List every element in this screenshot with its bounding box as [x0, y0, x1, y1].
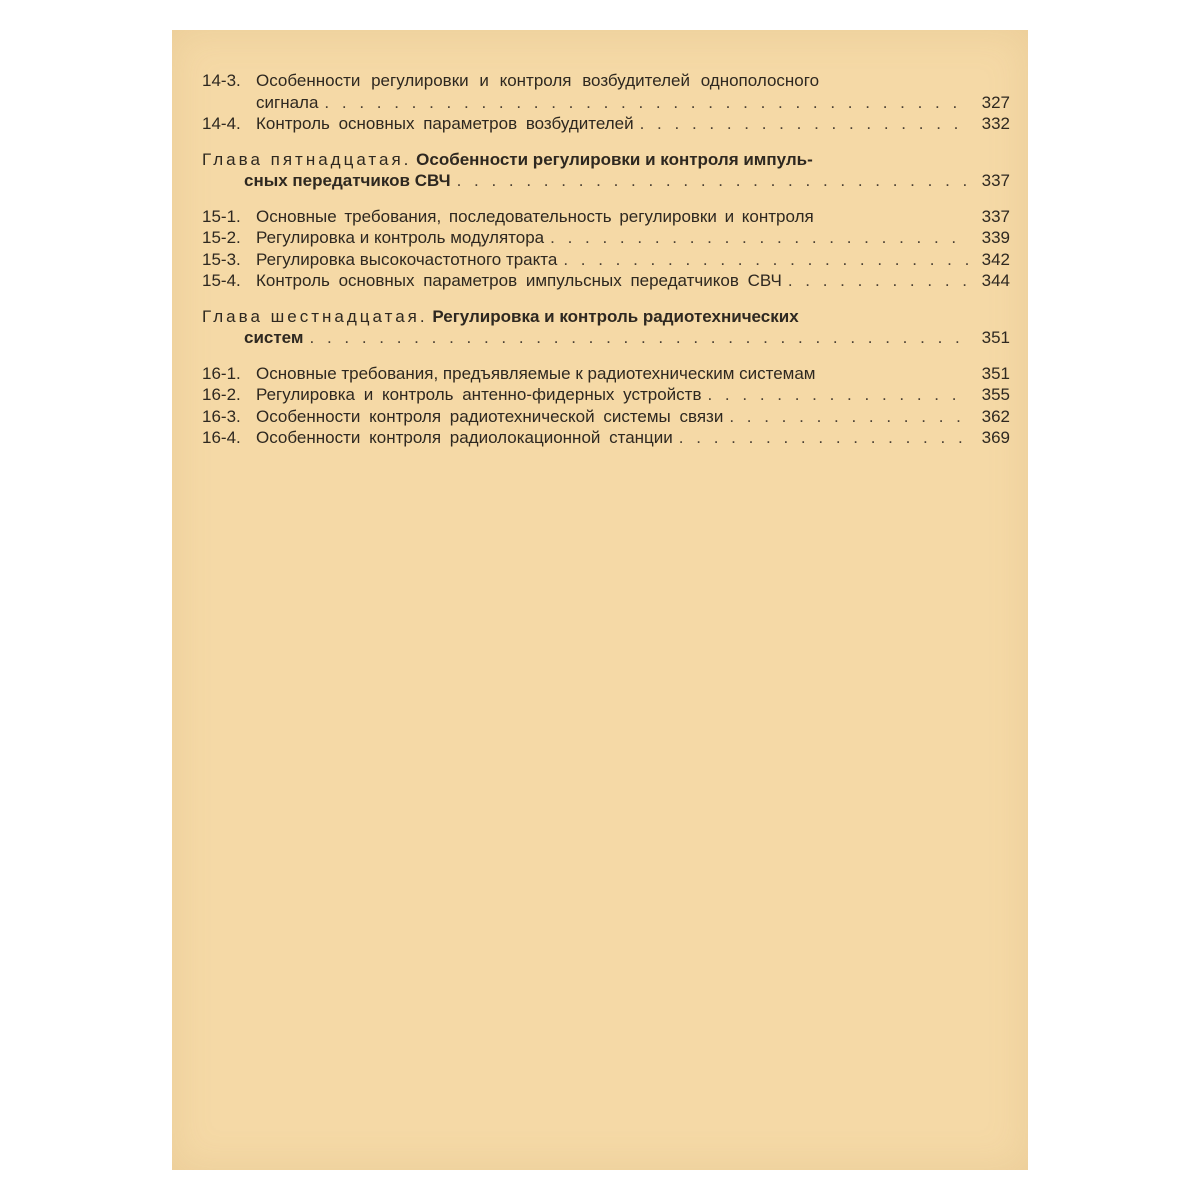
toc-entry-title-continued: сигнала [256, 92, 319, 112]
toc-entry-title: Регулировка высокочастотного тракта [256, 249, 558, 269]
dot-leader [729, 406, 970, 428]
toc-entry-title: Контроль основных параметров возбудителей [256, 114, 634, 133]
dot-leader [563, 249, 970, 271]
toc-entry-title: Особенности регулировки и контроля возбудителей однополосного [256, 71, 820, 90]
dot-leader [788, 270, 970, 292]
toc-entry-15-2 [202, 227, 1010, 249]
toc-page-number: 355 [981, 385, 1010, 404]
toc-page-number: 342 [981, 249, 1010, 269]
toc-entry-title: Основные требования, предъявляемые к радиотехническим системам [256, 363, 816, 383]
toc-entry-16-4 [202, 427, 1010, 449]
toc-entry-number: 16-1. [202, 363, 241, 383]
toc-entry-title: Основные требования, последовательность регулировки и контроля [256, 206, 814, 226]
book-page [172, 30, 1028, 1170]
toc-chapter-15 [202, 149, 1010, 192]
toc-entry-14-4 [202, 113, 1010, 135]
toc-entry-number: 15-3. [202, 249, 241, 269]
toc-entry-number: 15-1. [202, 206, 241, 226]
dot-leader [679, 427, 970, 449]
toc-entry-number: 15-4. [202, 271, 241, 290]
chapter-title: Регулировка и контроль радиотехнических [432, 306, 799, 326]
toc-entry-title: Особенности контроля радиолокационной станции [256, 428, 673, 447]
toc-entry-title: Особенности контроля радиотехнической системы связи [256, 406, 724, 426]
toc-page-number: 337 [981, 206, 1010, 226]
dot-leader [550, 227, 970, 249]
dot-leader [457, 170, 970, 192]
toc-entry-title: Регулировка и контроль антенно-фидерных устройств [256, 385, 702, 404]
toc-entry-16-1 [202, 363, 1010, 385]
toc-entry-title: Регулировка и контроль модулятора [256, 228, 545, 247]
dot-leader [324, 92, 970, 114]
toc-entry-number: 14-4. [202, 114, 241, 133]
toc-entry-16-2 [202, 384, 1010, 406]
chapter-label: Глава пятнадцатая. [202, 149, 412, 169]
toc-entry-number: 15-2. [202, 228, 241, 247]
toc-page-number: 327 [981, 92, 1010, 112]
toc-page-number: 351 [981, 363, 1010, 383]
toc-entry-title: Контроль основных параметров импульсных передатчиков СВЧ [256, 271, 782, 290]
chapter-title-continued: систем [244, 328, 304, 347]
chapter-title-continued: сных передатчиков СВЧ [244, 171, 451, 190]
toc-entry-number: 16-4. [202, 428, 241, 447]
toc-entry-number: 14-3. [202, 71, 241, 90]
toc-page-number: 344 [981, 271, 1010, 290]
toc-page-number: 351 [981, 328, 1010, 347]
dot-leader [310, 327, 971, 349]
toc-page-number: 362 [981, 406, 1010, 426]
dot-leader [707, 384, 970, 406]
dot-leader [640, 113, 970, 135]
toc-chapter-16 [202, 306, 1010, 349]
toc-entry-number: 16-3. [202, 406, 241, 426]
toc-entry-15-1 [202, 206, 1010, 228]
toc-entry-14-3 [202, 70, 1010, 113]
toc-entry-15-3 [202, 249, 1010, 271]
chapter-label: Глава шестнадцатая. [202, 306, 428, 326]
toc-page-number: 337 [981, 171, 1010, 190]
chapter-title: Особенности регулировки и контроля импуль- [416, 149, 813, 169]
toc-page-number: 339 [981, 228, 1010, 247]
toc-page-number: 332 [981, 114, 1010, 133]
toc-entry-16-3 [202, 406, 1010, 428]
toc-entry-15-4 [202, 270, 1010, 292]
table-of-contents [202, 70, 1010, 449]
toc-page-number: 369 [981, 428, 1010, 447]
toc-entry-number: 16-2. [202, 385, 241, 404]
